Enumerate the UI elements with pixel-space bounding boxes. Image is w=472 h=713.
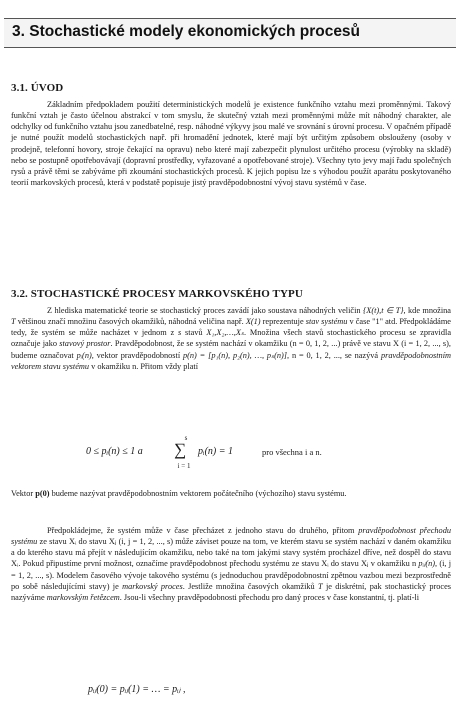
math-pij-n: pᵢⱼ(n) [418,559,436,569]
math-T: T [11,317,16,327]
emphasis-transition-probability: pravděpodobnost přechodu systému [11,526,451,547]
formula-pij-constant: pᵢⱼ(0) = pᵢⱼ(1) = … = pᵢⱼ , [88,684,186,695]
paragraph-stochastic-process [11,305,451,372]
emphasis-markov-process: markovský proces [122,581,183,591]
formula-right: pᵢ(n) = 1 [198,446,233,457]
section-title-markov: 3.2. STOCHASTICKÉ PROCESY MARKOVSKÉHO TYPU [11,288,303,300]
text-run: reprezentuje [260,317,306,327]
text-run: (n = 0, 1, 2, ...) právě ve stavu X [289,339,399,349]
text-run: . Jsou-li všechny pravděpodobnosti přechodu pro daný proces v čase konstantní, tj. platí-li [119,592,420,602]
chapter-title: 3. Stochastické modely ekonomických procesů [12,23,361,40]
math-pi-n: pᵢ(n) [76,350,92,360]
chapter-header-bar [4,18,456,48]
paragraph-uvod: Základním předpokladem použití deterministických modelů je existence funkčního vztahu mezi proměnnými. Takový funkční vztah je často účelnou abstrakcí v tom smyslu, že skutečný vztah mezi proměnnými může mít náhodný charakter, ale odchylky od funkčního vztahu jsou zanedbatelné, resp. náhodné výkyvy jsou malé ve srovnání s úrovní procesu. V opačném případě je nutné použít modelů stochastických např. při hromadění jednotek, které mají být určitým způsobem obslouženy (osoby v prodejně, telefonní hovory, stroje čekající na opravu) nebo které mají zabezpečit plynulost určitého procesu (výrobky na skladě) nebo se postupně opotřebovávají (dopravní prostředky, vyřazované a opotřebované stroje). Všechny tyto jevy mají řadu společných rysů a právě těmi se zabýváme při zkoumání stochastických procesů. K jejich popisu lze s výhodou použít aparátu poskytovaného teorií markovských procesů, která v podstatě popisuje jistý pravděpodobnostní vývoj stavu systémů v čase. [11,100,452,188]
math-X1: X(1) [245,317,261,327]
text-run: Z hlediska matematické teorie se stochastický proces zavádí jako soustava náhodných veličin [47,306,363,315]
emphasis-stav-systemu: stav systému [305,317,348,327]
text-run: ze stavu Xᵢ do stavu Xⱼ (i, j = 1, 2, ..., s) může záviset pouze na tom, ve kterém stavu se systém nachází v daném okamžiku a do kterého stavu má přejít v následujícím okamžiku, nebo také na tom jakými stavy systém procházel dříve, než dospěl do stavu Xᵢ. Pokud připustíme první možnost, označíme pravděpodobnost přechodu systému ze stavu Xᵢ do stavu Xⱼ v okamžiku n [11,537,451,569]
formula-left: 0 ≤ pᵢ(n) ≤ 1 a [86,446,143,457]
text-run: budeme nazývat pravděpodobnostním vektorem počátečního (výchozího) stavu systému. [49,489,347,498]
text-run: , kde množina [403,306,451,315]
math-s: s [178,328,182,338]
math-states: X₁,X₂,…,Xₛ [206,328,245,338]
text-run: (i = 1, 2, ..., s), budeme označovat [11,339,451,360]
paragraph-transition [11,525,451,603]
section-title-uvod: 3.1. ÚVOD [11,82,64,94]
text-run: je diskrétní, pak stochastický proces nazýváme [11,581,451,602]
emphasis-probability-vector: pravděpodobnostním vektorem stavu systému [11,350,451,371]
paragraph-initial-vector [11,488,451,499]
formula-probability-bounds [86,446,143,457]
text-run: v čase "1" atd. Předpokládáme tedy, že systém se může nacházet v jednom z [11,317,451,338]
text-run: . Jestliže množina časových okamžiků [182,581,318,591]
formula-note: pro všechna i a n. [262,447,322,457]
text-run: , n = 0, 1, 2, ..., se nazývá [287,350,381,360]
sum-upper-limit: s [184,434,188,442]
text-run: , vektor pravděpodobností [91,350,183,360]
sum-lower-limit: i = 1 [177,462,191,470]
math-probability-vector: p(n) = [p₁(n), p₂(n), …, pₛ(n)] [183,350,288,360]
text-run: v okamžiku n. Přitom vždy platí [89,361,199,371]
text-run: , (i, j = 1, 2, ..., s). Modelem časového vývoje takového systému (s jednoduchou pravděpodobnostní zpětnou vazbou mezi bezprostředně po sobě následujícími stavy) je [11,559,451,591]
text-run: . Množina všech stavů stochastického procesu se zpravidla označuje jako [11,328,451,349]
text-run: Vektor [11,489,36,498]
text-run: stavů [181,328,207,338]
math-p0: p(0) [35,489,50,498]
emphasis-markov-chain: markovským řetězcem [46,592,120,602]
text-run: většinou značí množinu časových okamžiků, náhodná veličina např. [15,317,246,327]
formula-sum-equals-one [198,446,233,457]
math-process-set: {X(t),t ∈ T} [362,306,404,315]
math-T: T [318,581,323,591]
emphasis-stavovy-prostor: stavový prostor [59,339,111,349]
text-run: Předpokládejme, že systém může v čase přecházet z jednoho stavu do druhého, přitom [47,526,359,535]
sum-symbol: ∑ [174,440,187,459]
formula-constant-transition [88,684,185,695]
text-run: . Pravděpodobnost, že se systém nachází v okamžiku [110,339,290,349]
